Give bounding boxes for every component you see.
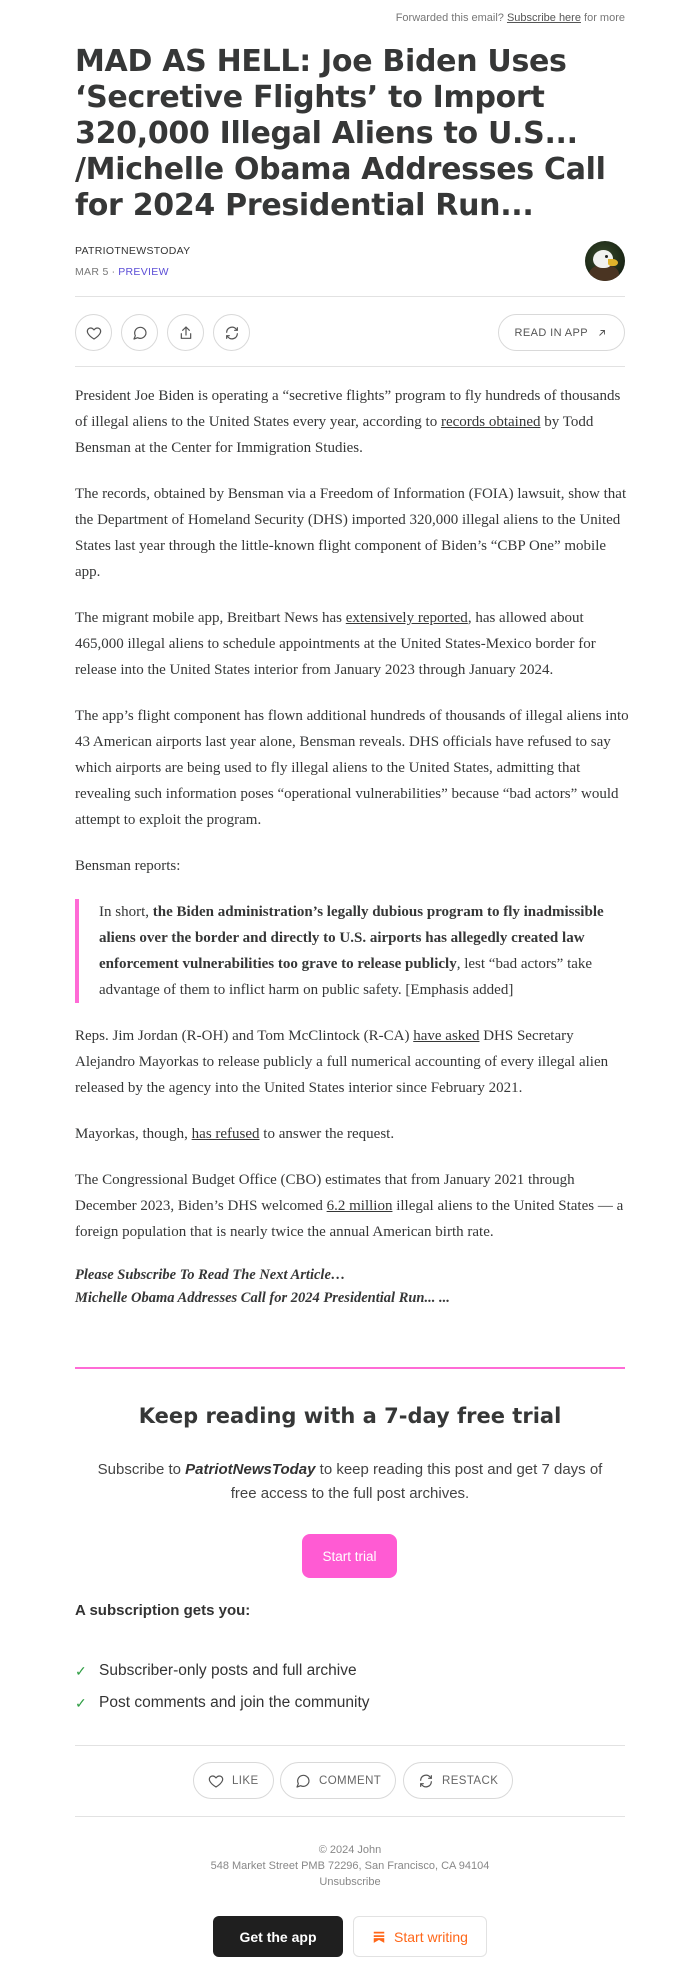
publication-name-inline: PatriotNewsToday [185, 1461, 316, 1478]
paywall-divider [75, 1367, 625, 1369]
arrow-up-right-icon [596, 327, 608, 339]
start-trial-button[interactable]: Start trial [302, 1534, 397, 1578]
comment-button[interactable]: COMMENT [280, 1762, 396, 1799]
post-date: MAR 5 [75, 266, 109, 278]
unsubscribe-link[interactable]: Unsubscribe [319, 1876, 381, 1888]
restack-icon-button[interactable] [213, 314, 250, 351]
subscription-benefits-heading: A subscription gets you: [75, 1602, 251, 1619]
paragraph: The migrant mobile app, Breitbart News has extensively reported, has allowed about 465,000 illegal aliens to schedule appointments at the United States-Mexico border for release into the United States interior from January 2023 through January 2024. [75, 610, 596, 678]
post-meta [75, 266, 169, 278]
next-article-note: Michelle Obama Addresses Call for 2024 Presidential Run... ... [75, 1290, 450, 1306]
share-icon [178, 325, 194, 341]
trial-text: Subscribe to PatriotNewsToday to keep reading this post and get 7 days of free access to the full post archives. [97, 1461, 603, 1502]
read-in-app-label: READ IN APP [514, 326, 588, 339]
restack-icon [224, 325, 240, 341]
postal-address: 548 Market Street PMB 72296, San Francisco, CA 94104 [210, 1860, 490, 1872]
restack-icon [418, 1773, 434, 1789]
paragraph: The records, obtained by Bensman via a Freedom of Information (FOIA) lawsuit, show that the Department of Homeland Security (DHS) imported 320,000 illegal aliens to the United States last year through the little-known flight component of Biden’s “CBP One” mobile app. [75, 486, 627, 580]
heart-icon [208, 1773, 224, 1789]
share-icon-button[interactable] [167, 314, 204, 351]
comment-icon-button[interactable] [121, 314, 158, 351]
copyright: © 2024 John [318, 1844, 382, 1856]
divider [75, 296, 625, 297]
check-icon: ✓ [75, 1662, 87, 1679]
read-in-app-button[interactable] [498, 314, 625, 351]
subscribe-here-link[interactable]: Subscribe here [506, 12, 581, 24]
records-obtained-link[interactable]: records obtained [440, 414, 541, 430]
divider [75, 1816, 625, 1817]
paragraph: The Congressional Budget Office (CBO) estimates that from January 2021 through December 2023, Biden’s DHS welcomed 6.2 million illegal aliens to the United States — a foreign population that is nearly twice the annual American birth rate. [75, 1172, 624, 1240]
paragraph: President Joe Biden is operating a “secretive flights” program to fly hundreds of thousands of illegal aliens to the United States every year, according to records obtained by Todd Bensman at the Center for Immigration Studies. [75, 388, 621, 456]
like-button[interactable]: LIKE [193, 1762, 274, 1799]
have-asked-link[interactable]: have asked [413, 1028, 480, 1044]
post-title[interactable]: MAD AS HELL: Joe Biden Uses ‘Secretive Flights’ to Import 320,000 Illegal Aliens to U.S... /Michelle Obama Addresses Call for 2024 Presidential Run... [75, 44, 606, 223]
benefit-item: ✓ Post comments and join the community [75, 1694, 370, 1711]
start-writing-button[interactable]: Start writing [353, 1916, 487, 1957]
divider [75, 1745, 625, 1746]
forward-notice [396, 12, 625, 24]
meta-separator: ∙ [111, 266, 116, 278]
divider [75, 366, 625, 367]
paragraph: Mayorkas, though, has refused to answer the request. [75, 1126, 395, 1142]
six-point-two-million-link[interactable]: 6.2 million [326, 1198, 393, 1214]
forward-text: Forwarded this email? [395, 12, 504, 24]
benefit-item: ✓ Subscriber-only posts and full archive [75, 1662, 357, 1679]
extensively-reported-link[interactable]: extensively reported [345, 610, 468, 626]
paragraph: The app’s flight component has flown additional hundreds of thousands of illegal aliens into 43 American airports last year alone, Bensman reveals. DHS officials have refused to say which airports are being used to fly illegal aliens to the United States, admitting that revealing such information poses “operational vulnerabilities” because “bad actors” would attempt to exploit the program. [75, 708, 629, 828]
like-icon-button[interactable] [75, 314, 112, 351]
publication-name[interactable]: PATRIOTNEWSTODAY [75, 245, 191, 257]
has-refused-link[interactable]: has refused [191, 1126, 260, 1142]
paragraph: Bensman reports: [75, 858, 181, 874]
preview-label: PREVIEW [118, 266, 169, 278]
comment-icon [295, 1773, 311, 1789]
restack-button[interactable]: RESTACK [403, 1762, 513, 1799]
trial-heading: Keep reading with a 7-day free trial [138, 1404, 562, 1428]
subscribe-note: Please Subscribe To Read The Next Article… [75, 1267, 346, 1283]
comment-icon [132, 325, 148, 341]
check-icon: ✓ [75, 1694, 87, 1711]
eagle-avatar-icon[interactable] [585, 241, 625, 281]
blockquote: In short, the Biden administration’s legally dubious program to fly inadmissible aliens over the border and directly to U.S. airports has allegedly created law enforcement vulnerabilities too grave to release publicly, lest “bad actors” take advantage of them to inflict harm on public safety. [Emphasis added] [75, 899, 630, 1003]
article-body [75, 383, 630, 1311]
heart-icon [86, 325, 102, 341]
substack-logo-icon [372, 1930, 386, 1944]
forward-suffix: for more [584, 12, 625, 24]
get-the-app-button[interactable]: Get the app [213, 1916, 343, 1957]
paragraph: Reps. Jim Jordan (R-OH) and Tom McClintock (R-CA) have asked DHS Secretary Alejandro Mayorkas to release publicly a full numerical accounting of every illegal alien released by the agency into the United States interior since February 2021. [75, 1028, 609, 1096]
